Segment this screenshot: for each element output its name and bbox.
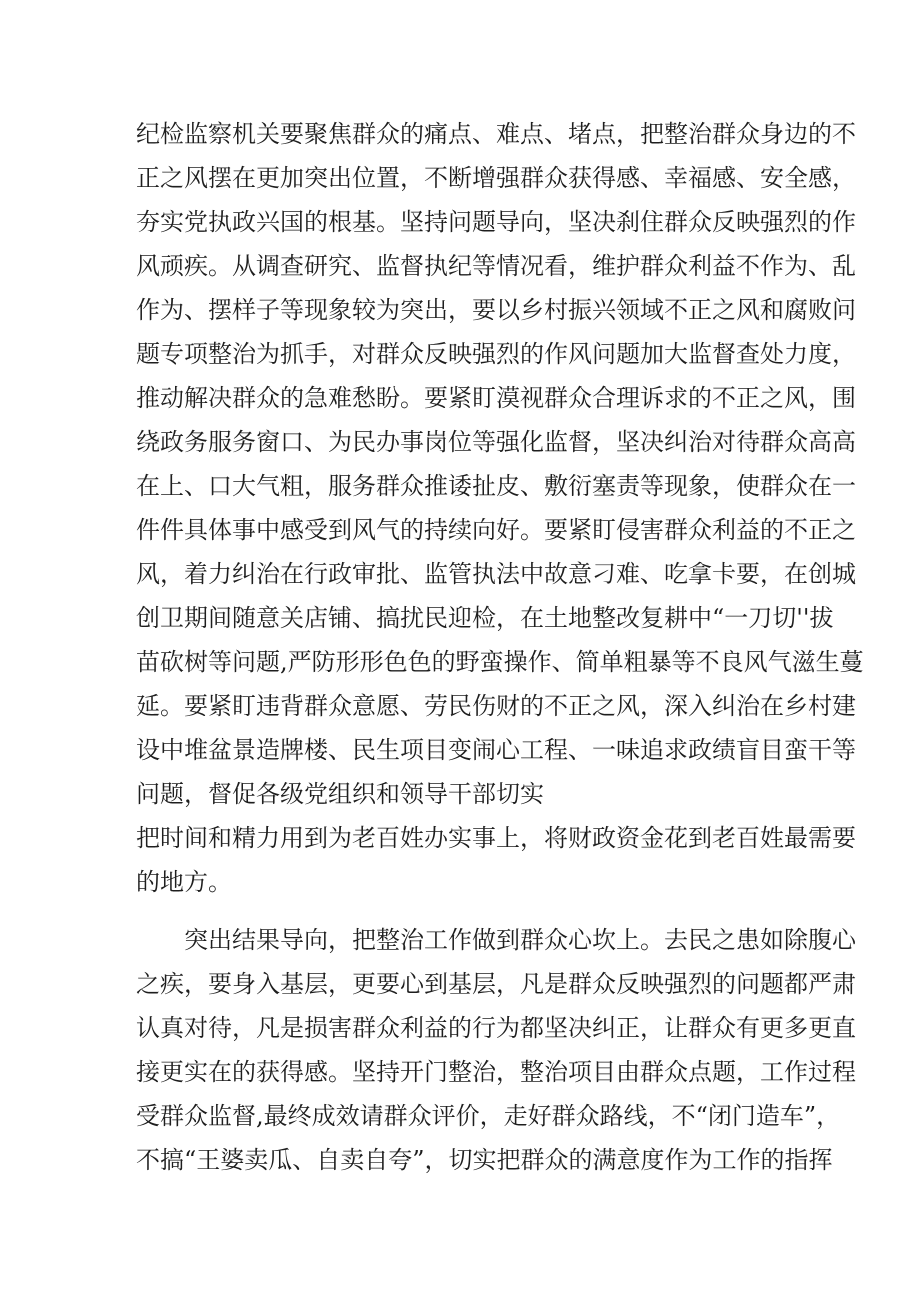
text-line: 风顽疾。从调查研究、监督执纪等情况看，维护群众利益不作为、乱 [136,252,856,280]
text-line: 问题，督促各级党组织和领导干部切实 [136,780,544,808]
text-line: 绕政务服务窗口、为民办事岗位等强化监督，坚决纠治对待群众高高 [136,428,856,456]
text-line: 件件具体事中感受到风气的持续向好。要紧盯侵害群众利益的不正之 [136,516,856,544]
text-line: 突出结果导向，把整治工作做到群众心坎上。去民之患如除腹心 [184,926,856,954]
text-line: 受群众监督,最终成效请群众评价，走好群众路线，不“闭门造车”， [136,1102,841,1130]
text-line: 纪检监察机关要聚焦群众的痛点、难点、堵点，把整治群众身边的不 [136,120,856,148]
text-line: 夯实党执政兴国的根基。坚持问题导向，坚决刹住群众反映强烈的作 [136,208,856,236]
text-line: 认真对待，凡是损害群众利益的行为都坚决纠正，让群众有更多更直 [136,1014,856,1042]
text-line: 在上、口大气粗，服务群众推诿扯皮、敷衍塞责等现象，使群众在一 [136,472,856,500]
text-line: 苗砍树等问题,严防形形色色的野蛮操作、简单粗暴等不良风气滋生蔓 [136,648,864,676]
text-line: 设中堆盆景造牌楼、民生项目变闹心工程、一味追求政绩盲目蛮干等 [136,736,856,764]
text-line: 作为、摆样子等现象较为突出，要以乡村振兴领域不正之风和腐败问 [136,296,856,324]
text-line: 正之风摆在更加突出位置，不断增强群众获得感、幸福感、安全感， [136,164,856,192]
text-line: 把时间和精力用到为老百姓办实事上，将财政资金花到老百姓最需要 [136,824,856,852]
text-line: 延。要紧盯违背群众意愿、劳民伤财的不正之风，深入纠治在乡村建 [136,692,856,720]
text-line: 不搞“王婆卖瓜、自卖自夸”，切实把群众的满意度作为工作的指挥 [136,1146,833,1174]
text-line: 的地方。 [136,868,232,896]
text-line: 风，着力纠治在行政审批、监管执法中故意刁难、吃拿卡要，在创城 [136,560,856,588]
text-line: 接更实在的获得感。坚持开门整治，整治项目由群众点题，工作过程 [136,1058,856,1086]
text-line: 题专项整治为抓手，对群众反映强烈的作风问题加大监督查处力度， [136,340,856,368]
text-line: 创卫期间随意关店铺、搞扰民迎检，在土地整改复耕中“一刀切''拔 [136,604,834,632]
text-line: 推动解决群众的急难愁盼。要紧盯漠视群众合理诉求的不正之风，围 [136,384,856,412]
text-line: 之疾，要身入基层，更要心到基层，凡是群众反映强烈的问题都严肃 [136,970,856,998]
